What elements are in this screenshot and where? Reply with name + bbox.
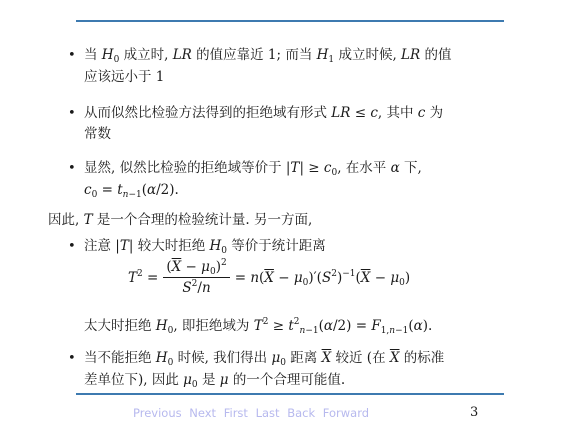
bullet-1-line-2: 应该远小于 1 xyxy=(84,69,165,85)
top-rule xyxy=(76,20,504,22)
nav-first-link[interactable]: First xyxy=(223,406,248,420)
nav-previous-link[interactable]: Previous xyxy=(133,406,182,420)
bullet-1-line-1: 当 $H_0$ 成立时, LR 的值应靠近 1; 而当 $H_1$ 成立时候, LR 的值 xyxy=(84,47,452,65)
bullet-marker: • xyxy=(68,48,76,63)
bullet-3-line-2: $c_0 = t_{n-1}(\alpha/2)$. xyxy=(84,182,179,200)
bullet-3-line-1: 显然, 似然比检验的拒绝域等价于 $|T| \ge c_0$, 在水平 α 下, xyxy=(84,160,422,178)
formula-denominator: $S^2/n$ xyxy=(182,279,211,296)
bullet-marker: • xyxy=(68,161,76,176)
bottom-rule xyxy=(76,393,504,395)
bullet-marker: • xyxy=(68,351,76,366)
t-squared-formula xyxy=(128,258,410,297)
bullet-2-line-1: 从而似然比检验方法得到的拒绝域有形式 LR ≤ c, 其中 c 为 xyxy=(84,105,444,121)
bullet-5-line-1: 当不能拒绝 $H_0$ 时候, 我们得出 $\mu_0$ 距离 $\overline{X}$ 较近 (在 $\overline{X}$ 的标准 xyxy=(84,350,445,368)
formula-lhs: $T^2$ = xyxy=(128,268,159,286)
nav-forward-link[interactable]: Forward xyxy=(322,406,370,420)
formula-numerator: $(\overline{X} - \mu_0)^2$ xyxy=(163,258,229,278)
bullet-5-line-2: 差单位下), 因此 $\mu_0$ 是 μ 的一个合理可能值. xyxy=(84,372,346,390)
formula-rhs: = $n(\overline{X} - \mu_0)'(S^2)^{-1}(\overline{X} - \mu_0)$ xyxy=(234,268,411,288)
nav-last-link[interactable]: Last xyxy=(255,406,280,420)
bullet-2-line-2: 常数 xyxy=(84,126,111,142)
page-number: 3 xyxy=(470,405,479,420)
rejection-region-text: 太大时拒绝 $H_0$, 即拒绝域为 $T^2 \ge t^2_{n-1}(\alpha/2) = F_{1,n-1}(\alpha)$. xyxy=(84,317,433,336)
nav-back-link[interactable]: Back xyxy=(287,406,316,420)
bullet-marker: • xyxy=(68,239,76,254)
nav-next-link[interactable]: Next xyxy=(189,406,217,420)
bullet-marker: • xyxy=(68,106,76,121)
formula-fraction xyxy=(163,258,229,297)
bullet-4-line: 注意 |T| 较大时拒绝 $H_0$ 等价于统计距离 xyxy=(84,238,326,256)
navigation-bar xyxy=(133,406,373,420)
paragraph-text: 因此, T 是一个合理的检验统计量. 另一方面, xyxy=(48,212,313,228)
